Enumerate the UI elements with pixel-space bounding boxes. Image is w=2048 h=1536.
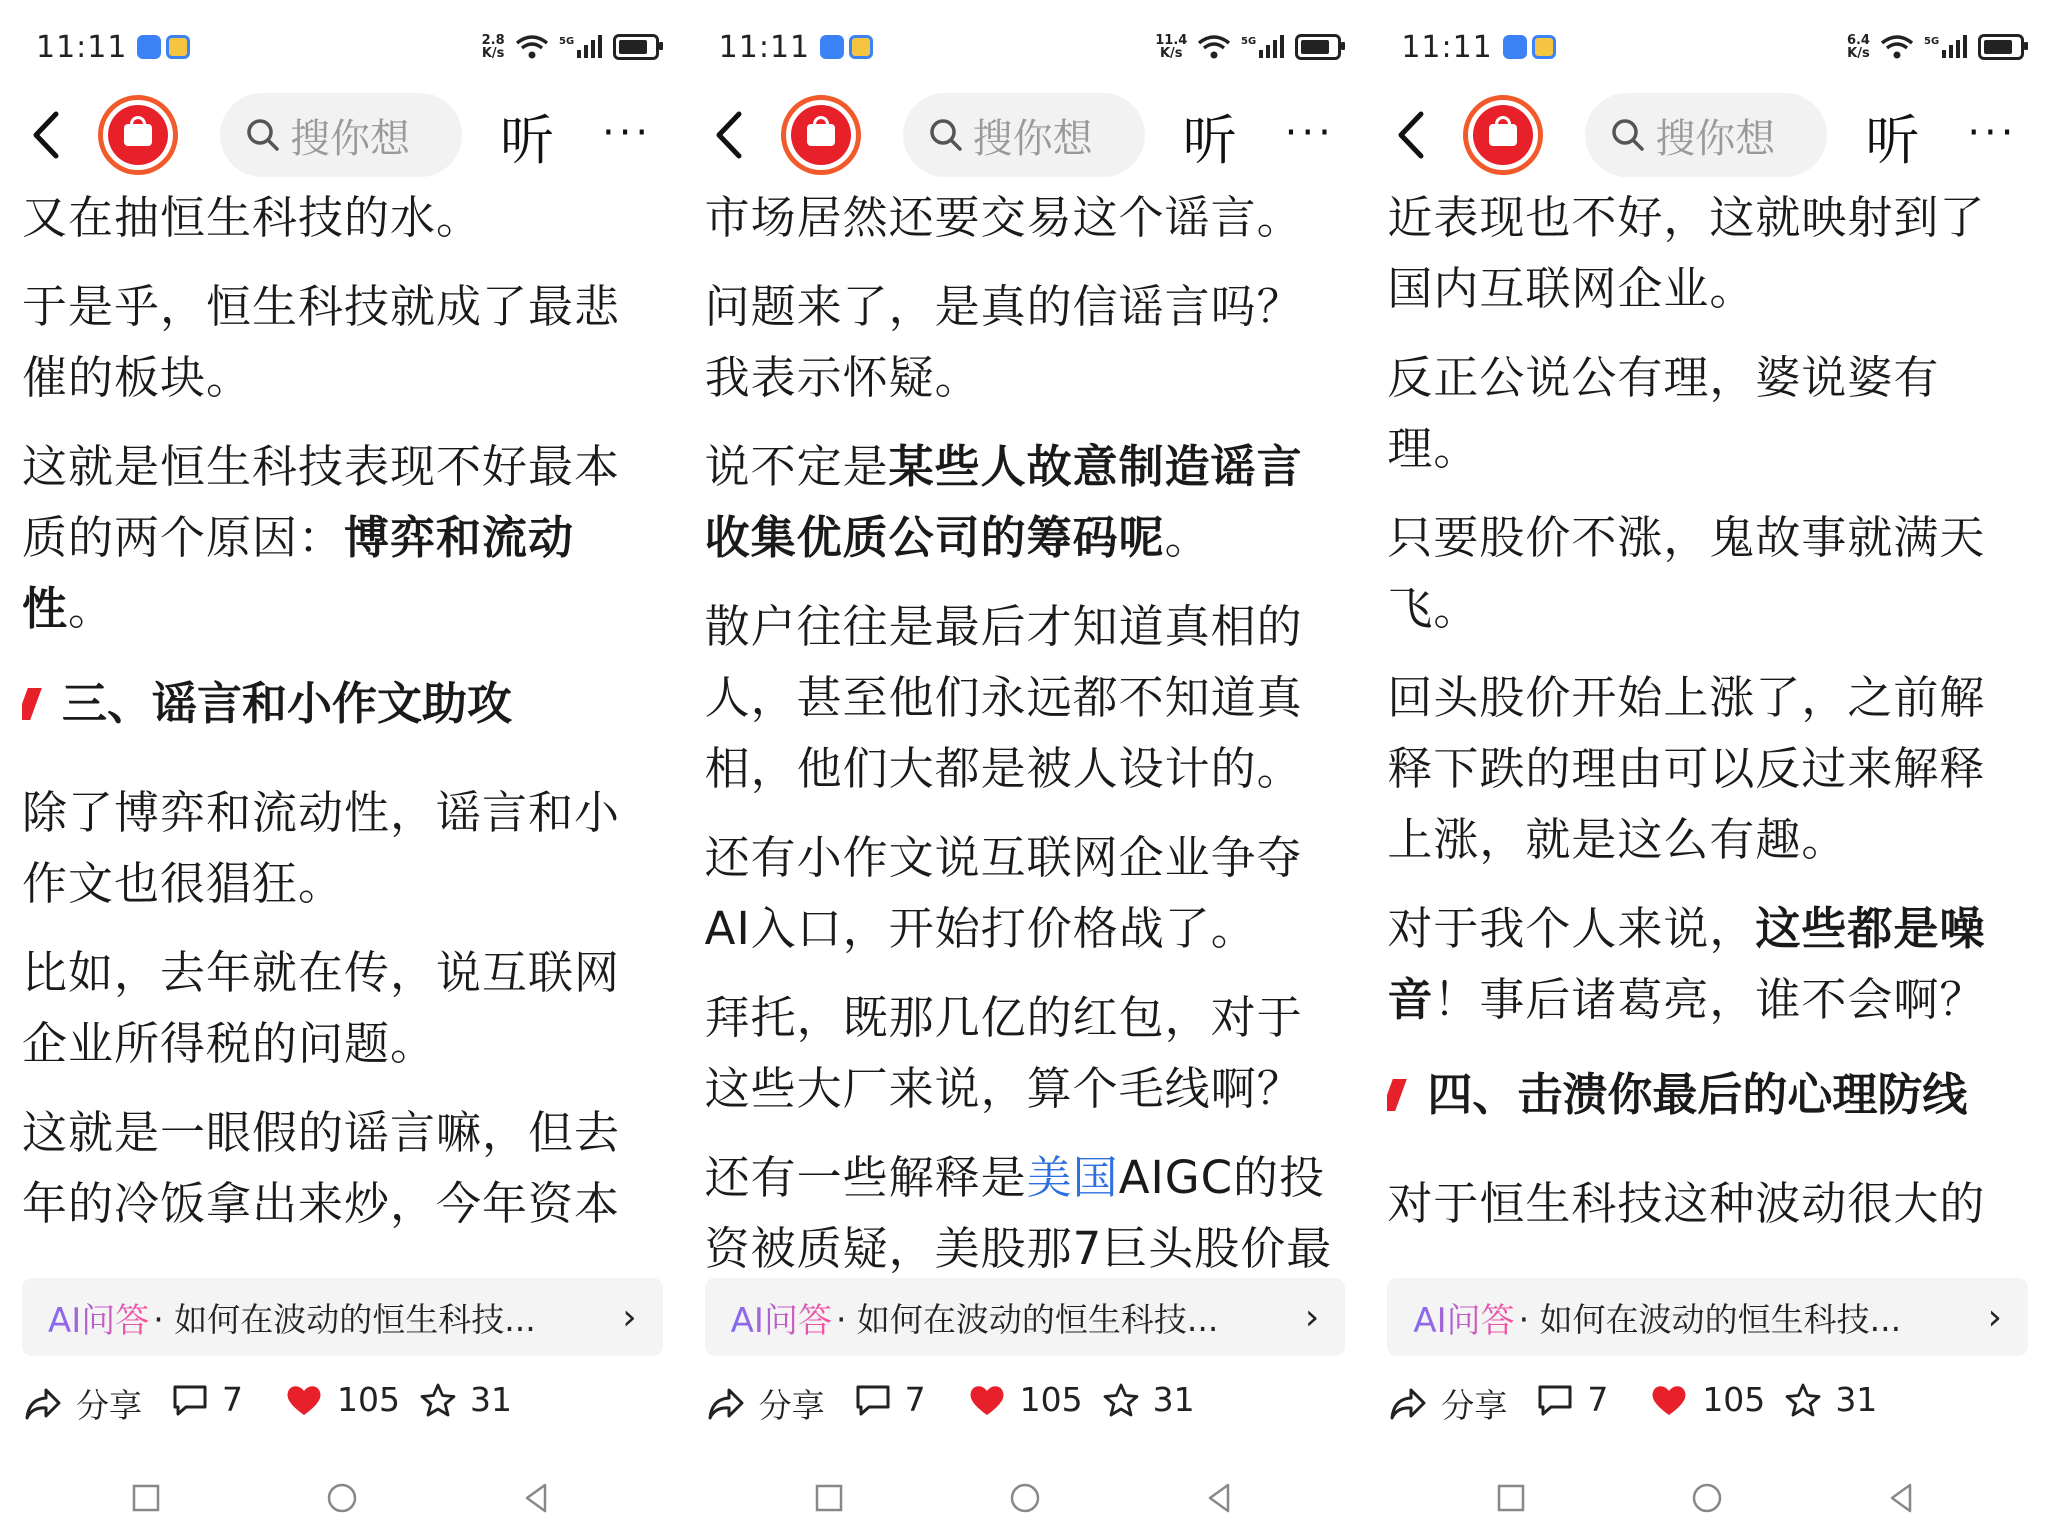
like-button[interactable]: 105 — [968, 1380, 1083, 1419]
section-heading: 四、击溃你最后的心理防线 — [1387, 1059, 2030, 1130]
network-speed: 6.4 K/s — [1846, 33, 1870, 61]
paragraph: 散户往往是最后才知道真相的人，甚至他们永远都不知道真相，他们大都是被人设计的。 — [704, 600, 1303, 795]
comment-button[interactable]: 7 — [855, 1380, 926, 1419]
status-bar — [1401, 24, 2024, 70]
share-icon — [24, 1387, 62, 1421]
star-icon — [420, 1383, 456, 1417]
recent-apps-icon[interactable] — [128, 1480, 164, 1516]
account-avatar[interactable] — [781, 95, 861, 175]
share-icon — [1389, 1387, 1427, 1421]
paragraph: 对于恒生科技这种波动很大的 — [1387, 1177, 1986, 1230]
ai-qa-question: · 如何在波动的恒生科技... — [1518, 1299, 1902, 1339]
status-bar — [36, 24, 659, 70]
search-box[interactable] — [220, 93, 462, 177]
notification-icon — [166, 35, 190, 59]
home-icon[interactable] — [1007, 1480, 1043, 1516]
svg-text:5G: 5G — [1923, 36, 1940, 47]
phone-panel-1 — [0, 0, 683, 1536]
recent-apps-icon[interactable] — [811, 1480, 847, 1516]
paragraph: 近表现也不好，这就映射到了国内互联网企业。 — [1387, 191, 1986, 315]
status-time: 11:11 — [1401, 29, 1493, 65]
bag-icon — [807, 124, 835, 146]
more-button[interactable]: ··· — [1967, 110, 2018, 156]
heart-icon — [285, 1383, 323, 1417]
search-placeholder: 搜你想 — [290, 115, 410, 162]
paragraph: 还有小作文说互联网企业争夺AI入口，开始打价格战了。 — [704, 831, 1303, 955]
star-icon — [1103, 1383, 1139, 1417]
ai-qa-question: · 如何在波动的恒生科技... — [153, 1299, 536, 1339]
article-body — [1387, 182, 2030, 1274]
back-arrow-icon[interactable] — [1387, 108, 1441, 162]
comment-button[interactable]: 7 — [1537, 1380, 1608, 1419]
notification-icon — [849, 35, 873, 59]
message-icon — [820, 35, 844, 59]
paragraph: 对于我个人来说，这些都是噪音！事后诸葛亮，谁不会啊？ — [1387, 902, 1986, 1026]
paragraph: 这就是一眼假的谣言嘛，但去年的冷饭拿出来炒，今年资本 — [22, 1106, 621, 1230]
paragraph: 这就是恒生科技表现不好最本质的两个原因：博弈和流动性。 — [22, 440, 621, 635]
favorite-button[interactable]: 31 — [1785, 1380, 1877, 1419]
paragraph: 还有一些解释是美国AIGC的投资被质疑，美股那7巨头股价最 — [704, 1151, 1333, 1274]
account-avatar[interactable] — [98, 95, 178, 175]
back-arrow-icon[interactable] — [705, 108, 759, 162]
paragraph: 反正公说公有理，婆说婆有理。 — [1387, 351, 1940, 475]
comment-button[interactable]: 7 — [172, 1380, 243, 1419]
battery-icon — [1978, 34, 2024, 60]
comment-icon — [172, 1383, 208, 1417]
svg-text:5G: 5G — [1241, 36, 1257, 47]
system-nav-bar — [1365, 1470, 2048, 1526]
paragraph: 拜托，既那几亿的红包，对于这些大厂来说，算个毛线啊？ — [704, 991, 1303, 1115]
top-header — [1365, 88, 2048, 182]
system-nav-bar — [683, 1470, 1366, 1526]
search-placeholder: 搜你想 — [1655, 115, 1776, 162]
chevron-right-icon: › — [1304, 1296, 1320, 1338]
paragraph: 只要股价不涨，鬼故事就满天飞。 — [1387, 511, 1986, 635]
listen-button[interactable]: 听 — [1182, 109, 1237, 172]
recent-apps-icon[interactable] — [1493, 1480, 1529, 1516]
share-button[interactable]: 分享 — [1389, 1380, 1507, 1427]
search-placeholder: 搜你想 — [972, 115, 1093, 162]
wifi-icon — [1880, 34, 1914, 60]
paragraph: 于是乎，恒生科技就成了最悲催的板块。 — [22, 280, 621, 404]
heart-icon — [968, 1383, 1006, 1417]
wifi-icon — [1197, 34, 1231, 60]
more-button[interactable]: ··· — [1284, 110, 1335, 156]
ai-qa-question: · 如何在波动的恒生科技... — [835, 1299, 1219, 1339]
ai-qa-label: AI问答 — [48, 1293, 149, 1342]
message-icon — [137, 35, 161, 59]
comment-icon — [855, 1383, 891, 1417]
signal-icon — [559, 34, 603, 60]
back-arrow-icon[interactable] — [22, 108, 76, 162]
top-header — [683, 88, 1366, 182]
battery-icon — [613, 34, 659, 60]
article-body — [705, 182, 1348, 1274]
message-icon — [1503, 35, 1527, 59]
like-button[interactable]: 105 — [285, 1380, 400, 1419]
paragraph: 除了博弈和流动性，谣言和小作文也很猖狂。 — [22, 786, 621, 910]
search-icon — [929, 118, 963, 152]
article-body — [22, 182, 665, 1274]
section-marker-icon — [1387, 1079, 1407, 1111]
like-button[interactable]: 105 — [1650, 1380, 1765, 1419]
phone-panel-2 — [683, 0, 1366, 1536]
share-button[interactable]: 分享 — [707, 1380, 825, 1427]
status-bar — [719, 24, 1342, 70]
star-icon — [1785, 1383, 1821, 1417]
search-icon — [246, 118, 280, 152]
more-button[interactable]: ··· — [602, 110, 653, 156]
bag-icon — [1489, 124, 1517, 146]
ai-qa-bar[interactable] — [705, 1278, 1346, 1356]
favorite-button[interactable]: 31 — [1103, 1380, 1195, 1419]
section-heading: 三、谣言和小作文助攻 — [22, 668, 665, 739]
network-speed: 11.4 K/s — [1155, 33, 1188, 61]
chevron-right-icon: › — [622, 1296, 637, 1338]
wifi-icon — [515, 34, 549, 60]
chevron-right-icon: › — [1987, 1296, 2002, 1338]
action-bar — [683, 1380, 1366, 1440]
action-bar — [0, 1380, 683, 1440]
listen-button[interactable]: 听 — [500, 109, 554, 172]
status-time: 11:11 — [718, 29, 811, 65]
ai-qa-label: AI问答 — [1413, 1293, 1514, 1342]
paragraph: 问题来了，是真的信谣言吗？我表示怀疑。 — [704, 280, 1303, 404]
paragraph: 市场居然还要交易这个谣言。 — [704, 191, 1303, 244]
back-nav-icon[interactable] — [1201, 1480, 1237, 1516]
share-button[interactable]: 分享 — [24, 1380, 142, 1427]
share-icon — [707, 1387, 745, 1421]
svg-text:5G: 5G — [558, 36, 574, 47]
system-nav-bar — [0, 1470, 683, 1526]
section-marker-icon — [22, 688, 42, 720]
top-header — [0, 88, 683, 182]
network-speed: 2.8 K/s — [481, 33, 505, 61]
bag-icon — [124, 124, 152, 146]
paragraph: 回头股价开始上涨了，之前解释下跌的理由可以反过来解释上涨，就是这么有趣。 — [1387, 671, 1986, 866]
comment-icon — [1537, 1383, 1573, 1417]
action-bar — [1365, 1380, 2048, 1440]
battery-icon — [1295, 34, 1341, 60]
topic-link[interactable]: 美国 — [1026, 1151, 1119, 1204]
favorite-button[interactable]: 31 — [420, 1380, 512, 1419]
account-avatar[interactable] — [1463, 95, 1543, 175]
ai-qa-bar[interactable] — [22, 1278, 663, 1356]
status-time: 11:11 — [36, 29, 128, 65]
listen-button[interactable]: 听 — [1865, 109, 1920, 172]
ai-qa-bar[interactable] — [1387, 1278, 2028, 1356]
paragraph: 说不定是某些人故意制造谣言收集优质公司的筹码呢。 — [704, 440, 1303, 564]
home-icon[interactable] — [1689, 1480, 1725, 1516]
signal-icon — [1924, 34, 1968, 60]
paragraph: 比如，去年就在传，说互联网企业所得税的问题。 — [22, 946, 621, 1070]
search-box[interactable] — [903, 93, 1145, 177]
search-icon — [1611, 118, 1645, 152]
ai-qa-label: AI问答 — [731, 1293, 832, 1342]
back-nav-icon[interactable] — [1883, 1480, 1919, 1516]
signal-icon — [1241, 34, 1285, 60]
home-icon[interactable] — [324, 1480, 360, 1516]
back-nav-icon[interactable] — [518, 1480, 554, 1516]
paragraph: 又在抽恒生科技的水。 — [22, 191, 483, 244]
phone-panel-3 — [1365, 0, 2048, 1536]
search-box[interactable] — [1585, 93, 1827, 177]
heart-icon — [1650, 1383, 1688, 1417]
notification-icon — [1532, 35, 1556, 59]
